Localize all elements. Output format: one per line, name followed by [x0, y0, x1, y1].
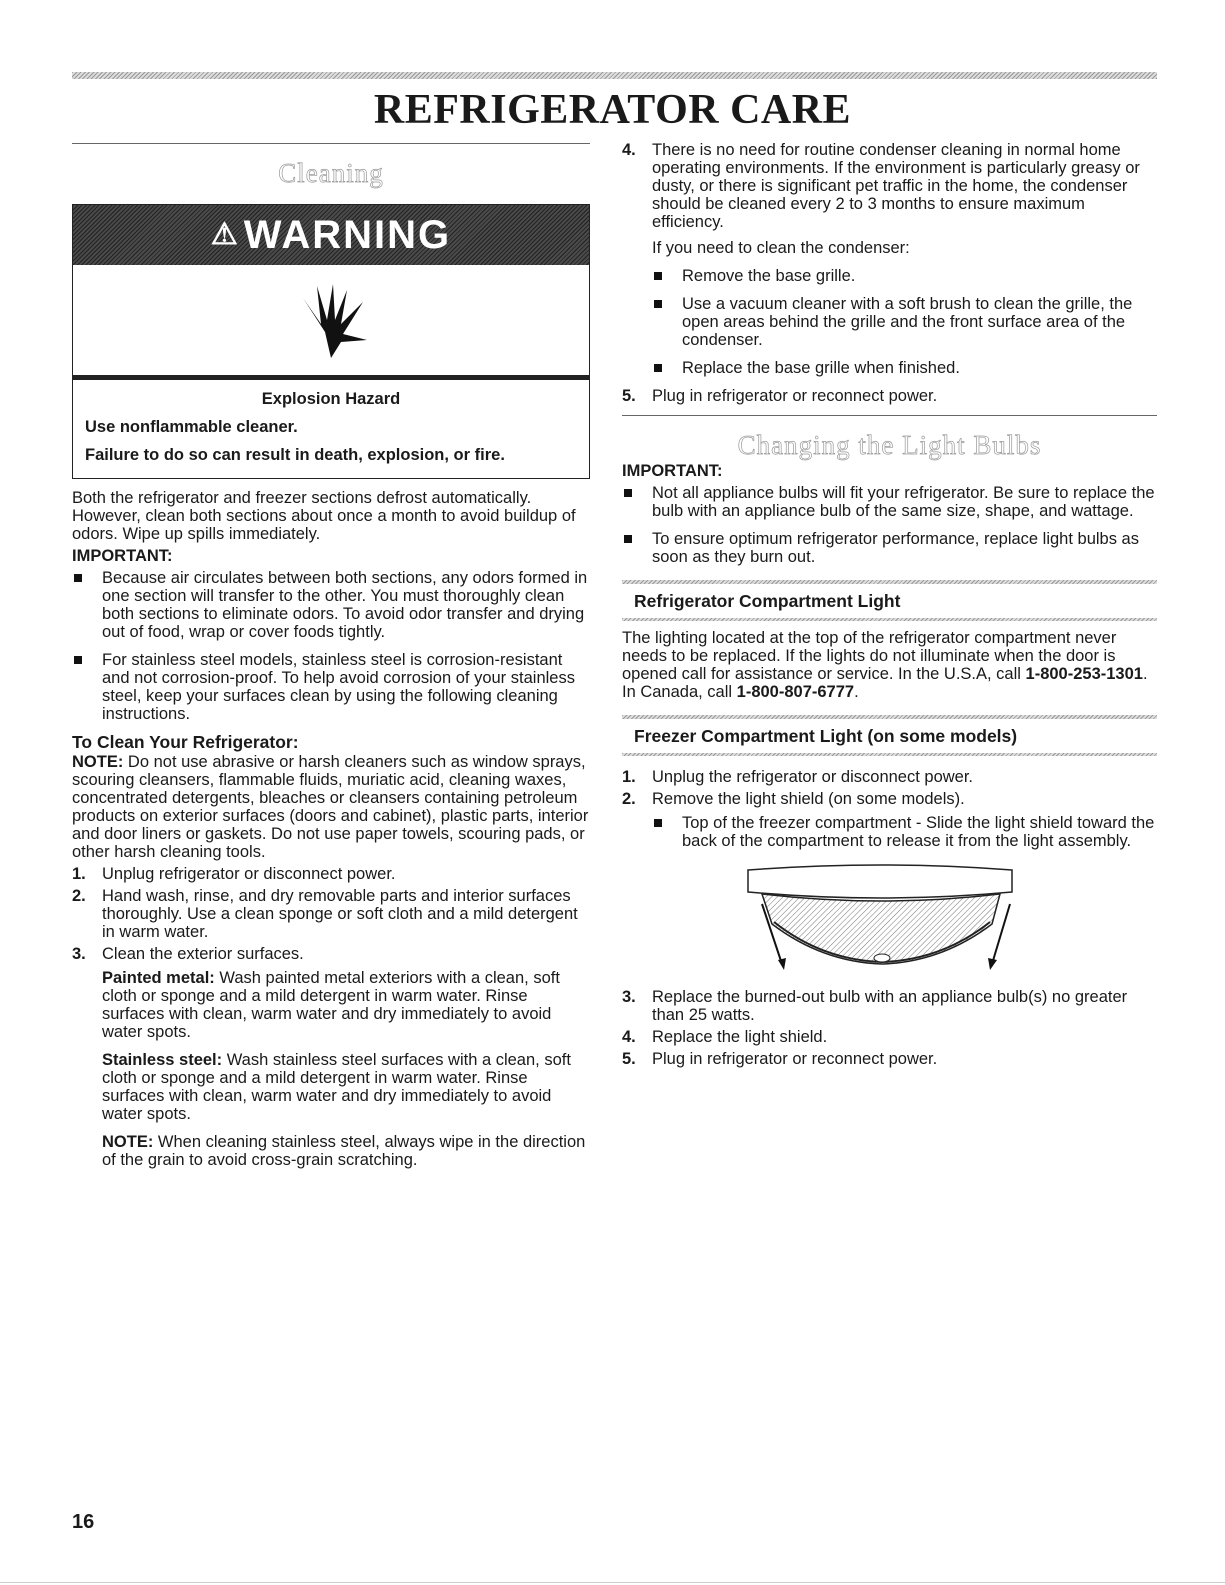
note-paragraph	[72, 753, 590, 861]
list-item	[622, 790, 1157, 808]
bullet-text: Because air circulates between both sections, any odors formed in one section will transfer to the other. You must thoroughly clean both sections to eliminate odors. To avoid odor transfer and drying out of food, wrap or cover foods tightly.	[102, 569, 588, 641]
important-label: IMPORTANT:	[622, 462, 723, 480]
fridge-light-subsection	[622, 580, 1157, 621]
bulbs-title: Changing the Light Bulbs	[737, 430, 1042, 460]
to-clean-heading: To Clean Your Refrigerator:	[72, 732, 299, 752]
warning-line-2: Failure to do so can result in death, explosion, or fire.	[85, 446, 505, 464]
list-item	[622, 484, 1157, 520]
cleaning-title: Cleaning	[278, 158, 384, 188]
step-number: 3.	[622, 988, 636, 1006]
cleaning-intro: Both the refrigerator and freezer sections defrost automatically. However, clean both sections about once a month to avoid buildup of odors. Wipe up spills immediately.	[72, 489, 576, 543]
left-column	[72, 143, 590, 1169]
stainless-label: Stainless steel:	[102, 1051, 223, 1069]
note2-label: NOTE:	[102, 1133, 154, 1151]
note2-paragraph	[72, 1133, 590, 1169]
step-number: 1.	[72, 865, 86, 883]
bullet-text: For stainless steel models, stainless steel is corrosion-resistant and not corrosion-proof. To help avoid corrosion of your stainless steel, keep your surfaces clean by using the following cleaning instructions.	[102, 651, 575, 723]
warning-text	[73, 380, 589, 478]
list-item	[622, 295, 1157, 349]
note-text: Do not use abrasive or harsh cleaners such as window sprays, scouring cleansers, flammable fluids, muriatic acid, cleaning waxes, concentrated detergents, bleaches or cleansers containing petroleum products on exterior surfaces (doors and cabinet), plastic parts, interior and door liners or gaskets. Do not use paper towels, scouring pads, or other harsh cleaning tools.	[72, 753, 589, 861]
list-item	[622, 359, 1157, 377]
phone-us: 1-800-253-1301	[1025, 665, 1143, 683]
list-item	[622, 530, 1157, 566]
list-item	[72, 651, 590, 723]
step-number: 4.	[622, 141, 636, 159]
list-item	[622, 1050, 1157, 1068]
section-rule	[622, 415, 1157, 416]
step-text: Plug in refrigerator or reconnect power.	[652, 1050, 938, 1068]
explosion-area	[73, 265, 589, 380]
list-item	[622, 988, 1157, 1024]
step-number: 4.	[622, 1028, 636, 1046]
right-column	[622, 141, 1157, 1068]
fridge-light-heading: Refrigerator Compartment Light	[634, 591, 901, 611]
step-text: Remove the light shield (on some models).	[652, 790, 965, 808]
bullet-icon	[624, 535, 632, 543]
warning-triangle-icon: ⚠	[210, 218, 240, 251]
bullet-icon	[624, 489, 632, 497]
step-number: 5.	[622, 387, 636, 405]
painted-label: Painted metal:	[102, 969, 215, 987]
step-text: There is no need for routine condenser cleaning in normal home operating environments. If the environment is particularly greasy or dusty, or there is significant pet traffic in the home, the condenser should be cleaned every 2 to 3 months to ensure maximum efficiency.	[652, 141, 1140, 231]
bullet-text: To ensure optimum refrigerator performance, replace light bulbs as soon as they burn out.	[652, 530, 1139, 566]
page-number: 16	[72, 1511, 95, 1533]
fridge-light-text	[622, 629, 1157, 701]
subsection-bar	[622, 753, 1157, 756]
hazard-title: Explosion Hazard	[261, 390, 401, 408]
warning-box	[72, 204, 590, 479]
list-item	[622, 814, 1157, 850]
bullet-text: Not all appliance bulbs will fit your refrigerator. Be sure to replace the bulb with an appliance bulb of the same size, shape, and wattage.	[652, 484, 1155, 520]
list-item	[72, 569, 590, 641]
step-text: Plug in refrigerator or reconnect power.	[652, 387, 938, 405]
freezer-light-heading: Freezer Compartment Light (on some models)	[634, 726, 1018, 746]
step-number: 3.	[72, 945, 86, 963]
phone-ca: 1-800-807-6777	[736, 683, 855, 701]
section-rule	[72, 143, 590, 144]
warning-banner	[73, 205, 589, 265]
fridge-text-1: The lighting located at the top of the refrigerator compartment never needs to be replaced. If the lights do not illuminate when the door is opened call for assistance or service. In the U.S.A, call	[622, 629, 1117, 683]
bullet-icon	[654, 819, 662, 827]
list-item	[72, 945, 590, 963]
bullet-text: Replace the base grille when finished.	[682, 359, 960, 377]
freezer-light-subsection	[622, 715, 1157, 756]
painted-metal-paragraph	[72, 969, 590, 1041]
note-label: NOTE:	[72, 753, 124, 771]
step-number: 1.	[622, 768, 636, 786]
light-shield-illustration	[742, 864, 1022, 974]
page-title: REFRIGERATOR CARE	[373, 87, 852, 133]
bullet-icon	[654, 272, 662, 280]
note2-text: When cleaning stainless steel, always wipe in the direction of the grain to avoid cross-grain scratching.	[102, 1133, 586, 1169]
step-text: Hand wash, rinse, and dry removable parts and interior surfaces thoroughly. Use a clean sponge or soft cloth and a mild detergent in warm water.	[102, 887, 578, 941]
condenser-intro: If you need to clean the condenser:	[652, 239, 910, 257]
list-item	[72, 887, 590, 941]
bullet-icon	[74, 656, 82, 664]
list-item	[622, 267, 1157, 285]
important-label: IMPORTANT:	[72, 547, 173, 565]
bullet-text: Use a vacuum cleaner with a soft brush to clean the grille, the open areas behind the grille and the front surface area of the condenser.	[682, 295, 1133, 349]
bottom-rule	[0, 1582, 1225, 1583]
step-number: 5.	[622, 1050, 636, 1068]
list-item	[622, 141, 1157, 231]
bullet-text: Remove the base grille.	[682, 267, 856, 285]
step-number: 2.	[622, 790, 636, 808]
stainless-text: Wash stainless steel surfaces with a clean, soft cloth or sponge and a mild detergent in warm water. Rinse surfaces with clean, warm water and dry immediately to avoid water spots.	[102, 1051, 571, 1123]
subsection-bar	[622, 618, 1157, 621]
bullet-icon	[654, 300, 662, 308]
top-rule	[72, 72, 1157, 79]
bullet-icon	[74, 574, 82, 582]
stainless-paragraph	[72, 1051, 590, 1123]
painted-text: Wash painted metal exteriors with a clean, soft cloth or sponge and a mild detergent in warm water. Rinse surfaces with clean, warm water and dry immediately to avoid water spots.	[102, 969, 560, 1041]
fridge-text-2: . In Canada, call	[622, 665, 1148, 701]
step-text: Unplug the refrigerator or disconnect power.	[652, 768, 974, 786]
warning-label: WARNING	[243, 213, 452, 257]
bullet-icon	[654, 364, 662, 372]
step-number: 2.	[72, 887, 86, 905]
warning-line-1: Use nonflammable cleaner.	[85, 418, 298, 436]
list-item	[72, 865, 590, 883]
fridge-text-3: .	[854, 683, 859, 701]
step-text: Replace the burned-out bulb with an appliance bulb(s) no greater than 25 watts.	[652, 988, 1128, 1024]
explosion-icon	[291, 280, 371, 360]
list-item	[622, 768, 1157, 786]
list-item	[622, 1028, 1157, 1046]
step-text: Clean the exterior surfaces.	[102, 945, 304, 963]
bullet-text: Top of the freezer compartment - Slide the light shield toward the back of the compartment to release it from the light assembly.	[682, 814, 1155, 850]
list-item	[622, 387, 1157, 405]
step-text: Unplug refrigerator or disconnect power.	[102, 865, 396, 883]
step-text: Replace the light shield.	[652, 1028, 828, 1046]
